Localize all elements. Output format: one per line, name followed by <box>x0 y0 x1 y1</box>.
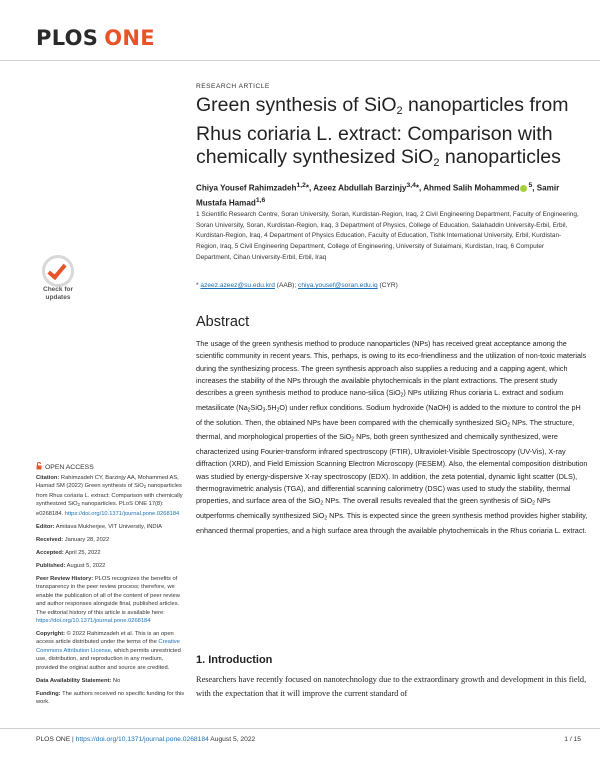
logo-one: ONE <box>104 26 155 50</box>
affiliations: 1 Scientific Research Centre, Soran University, Soran, Kurdistan-Region, Iraq, 2 Civil Engineering Department, Faculty of Engineering, Soran University, Soran, Kurdistan-Region, Iraq, 3 Department of Physics, College of Education, Salahaddin University-Erbil, Erbil, Kurdistan-Region, Iraq, 4 Department of Physics Education, Faculty of Education, Tishk International University, Erbil, Kurdistan-Region, Iraq, 5 Civil Engineering Department, College of Engineering, University of Sulaimani, Kurdistan, Iraq, 6 Computer Department, Cihan University-Erbil, Erbil, Iraq <box>196 211 579 261</box>
email-link-2[interactable]: chiya.yousef@soran.edu.iq <box>298 282 378 289</box>
copyright-block: Copyright: © 2022 Rahimzadeh et al. This is an open access article distributed under the terms of the Creative Commons Attribution License, which permits unrestricted use, distribution, and reproduction in any medium, provided the original author and source are credited. <box>36 631 181 671</box>
abstract-heading: Abstract <box>196 314 250 330</box>
orcid-icon[interactable] <box>520 185 527 192</box>
article-title: Green synthesis of SiO$_2$ nanoparticles from Rhus coriaria L. extract: Comparison with chemically synthesized SiO$_2$ nanoparticles <box>196 94 569 169</box>
check-for-updates-badge[interactable]: Check for updates <box>36 255 80 307</box>
peer-review-link[interactable]: https://doi.org/10.1371/journal.pone.0268184 <box>36 618 151 625</box>
author-4[interactable]: Samir Mustafa Hamad <box>196 183 560 208</box>
received-block: Received: January 28, 2022 <box>36 537 110 543</box>
corresponding-emails: * azeez.azeez@su.edu.krd (AAB); chiya.yousef@soran.edu.iq (CYR) <box>196 282 398 289</box>
footer-date: August 5, 2022 <box>208 736 256 743</box>
cc-license-link[interactable]: Creative Commons Attribution License <box>36 639 180 654</box>
footer-journal: PLOS ONE <box>36 736 71 743</box>
data-availability-block: Data Availability Statement: No <box>36 678 121 684</box>
author-2[interactable]: Azeez Abdullah Barzinjy <box>313 183 407 193</box>
citation-block: Citation: Rahimzadeh CY, Barzinjy AA, Mohammed AS, Hamad SM (2022) Green synthesis of SiO$_2$ nanoparticles from Rhus coriaria L. extract: Comparison with chemically synthesized SiO$_2$ nanoparticles. PLoS ONE 17(8): e0268184. https://doi.org/10.1371/journal.pone.0268184 <box>36 475 183 517</box>
abstract-text: The usage of the green synthesis method to produce nanoparticles (NPs) has received great acceptance among the scientific community in recent years. This, perhaps, is owing to its eco-friendliness and the utilization of non-toxic materials during the synthesizing process. The green synthesis approach also supplies a reducing and a capping agent, which increases the stability of the NPs through the available phytochemicals in the plant extractions. The present study describes a green synthesis method to produce nano-silica (SiO$_2$) NPs utilizing Rhus coriaria L. extract and sodium metasilicate $(Na_2SiO_3.5H_2O)$ under reflux conditions. Sodium hydroxide (NaOH) is added to the mixture to control the pH of the solution. Then, the obtained NPs have been compared with the chemically synthesized SiO$_2$ NPs. The structure, thermal, and morphological properties of the SiO$_2$ NPs, both green synthesized and chemically synthesized, were characterized using Fourier-transform infrared spectroscopy (FTIR), Ultraviolet-Visible Spectroscopy (UV-Vis), X-ray diffraction (XRD), and Field Emission Scanning Electron Microscopy (FESEM). Also, the elemental composition distribution was studied by energy-dispersive X-ray spectroscopy (EDX). In addition, the zeta potential, dynamic light scatter (DLS), thermogravimetric analysis (TGA), and differential scanning calorimetry (DSC) was used to study the stability, thermal properties, and surface area of the SiO$_2$ NPs. The overall results revealed that the green synthesis of SiO$_2$ NPs outperforms chemically synthesized SiO$_2$ NPs. This is expected since the green synthesis method provides higher stability, enhanced thermal properties, and a high surface area through the available phytochemicals in the Rhus coriaria L. extract. <box>196 339 588 535</box>
header-divider <box>0 60 600 61</box>
introduction-text: Researchers have recently focused on nanotechnology due to the extraordinary growth and development in this field, with the expectation that it will improve the current standard of <box>196 675 587 698</box>
published-block: Published: August 5, 2022 <box>36 563 106 569</box>
author-3[interactable]: Ahmed Salih Mohammed <box>423 183 520 193</box>
email-link-1[interactable]: azeez.azeez@su.edu.krd <box>200 282 275 289</box>
plos-one-logo[interactable] <box>36 26 155 50</box>
author-1[interactable]: Chiya Yousef Rahimzadeh <box>196 183 297 193</box>
open-access-label: OPEN ACCESS <box>36 462 94 473</box>
footer-doi-link[interactable]: https://doi.org/10.1371/journal.pone.0268184 <box>75 736 209 743</box>
accepted-block: Accepted: April 25, 2022 <box>36 550 101 556</box>
logo-plos: PLOS <box>36 26 99 50</box>
open-lock-icon <box>36 462 42 470</box>
page-number: 1 / 15 <box>564 736 581 743</box>
editor-block: Editor: Amitava Mukherjee, VIT University, INDIA <box>36 524 163 530</box>
author-list: Chiya Yousef Rahimzadeh$^{1,2}$*, Azeez Abdullah Barzinjy$^{3,4}$*, Ahmed Salih Mohammed $^5$, Samir Mustafa Hamad$^{1,6}$ <box>196 182 560 208</box>
peer-review-block: Peer Review History: PLOS recognizes the benefits of transparency in the peer review process; therefore, we enable the publication of all of the content of peer review and author responses alongside final, published articles. The editorial history of this article is available here: https://doi.org/10.1371/journal.pone.0268184 <box>36 576 180 625</box>
article-type: RESEARCH ARTICLE <box>196 83 270 90</box>
footer-divider <box>0 728 600 729</box>
page-footer: PLOS ONE | https://doi.org/10.1371/journal.pone.0268184 August 5, 2022 1 / 15 <box>36 736 581 743</box>
introduction-heading: 1. Introduction <box>196 654 273 666</box>
citation-doi-link[interactable]: https://doi.org/10.1371/journal.pone.0268184 <box>64 510 180 517</box>
check-updates-icon <box>42 255 74 287</box>
funding-block: Funding: The authors received no specific funding for this work. <box>36 691 185 706</box>
